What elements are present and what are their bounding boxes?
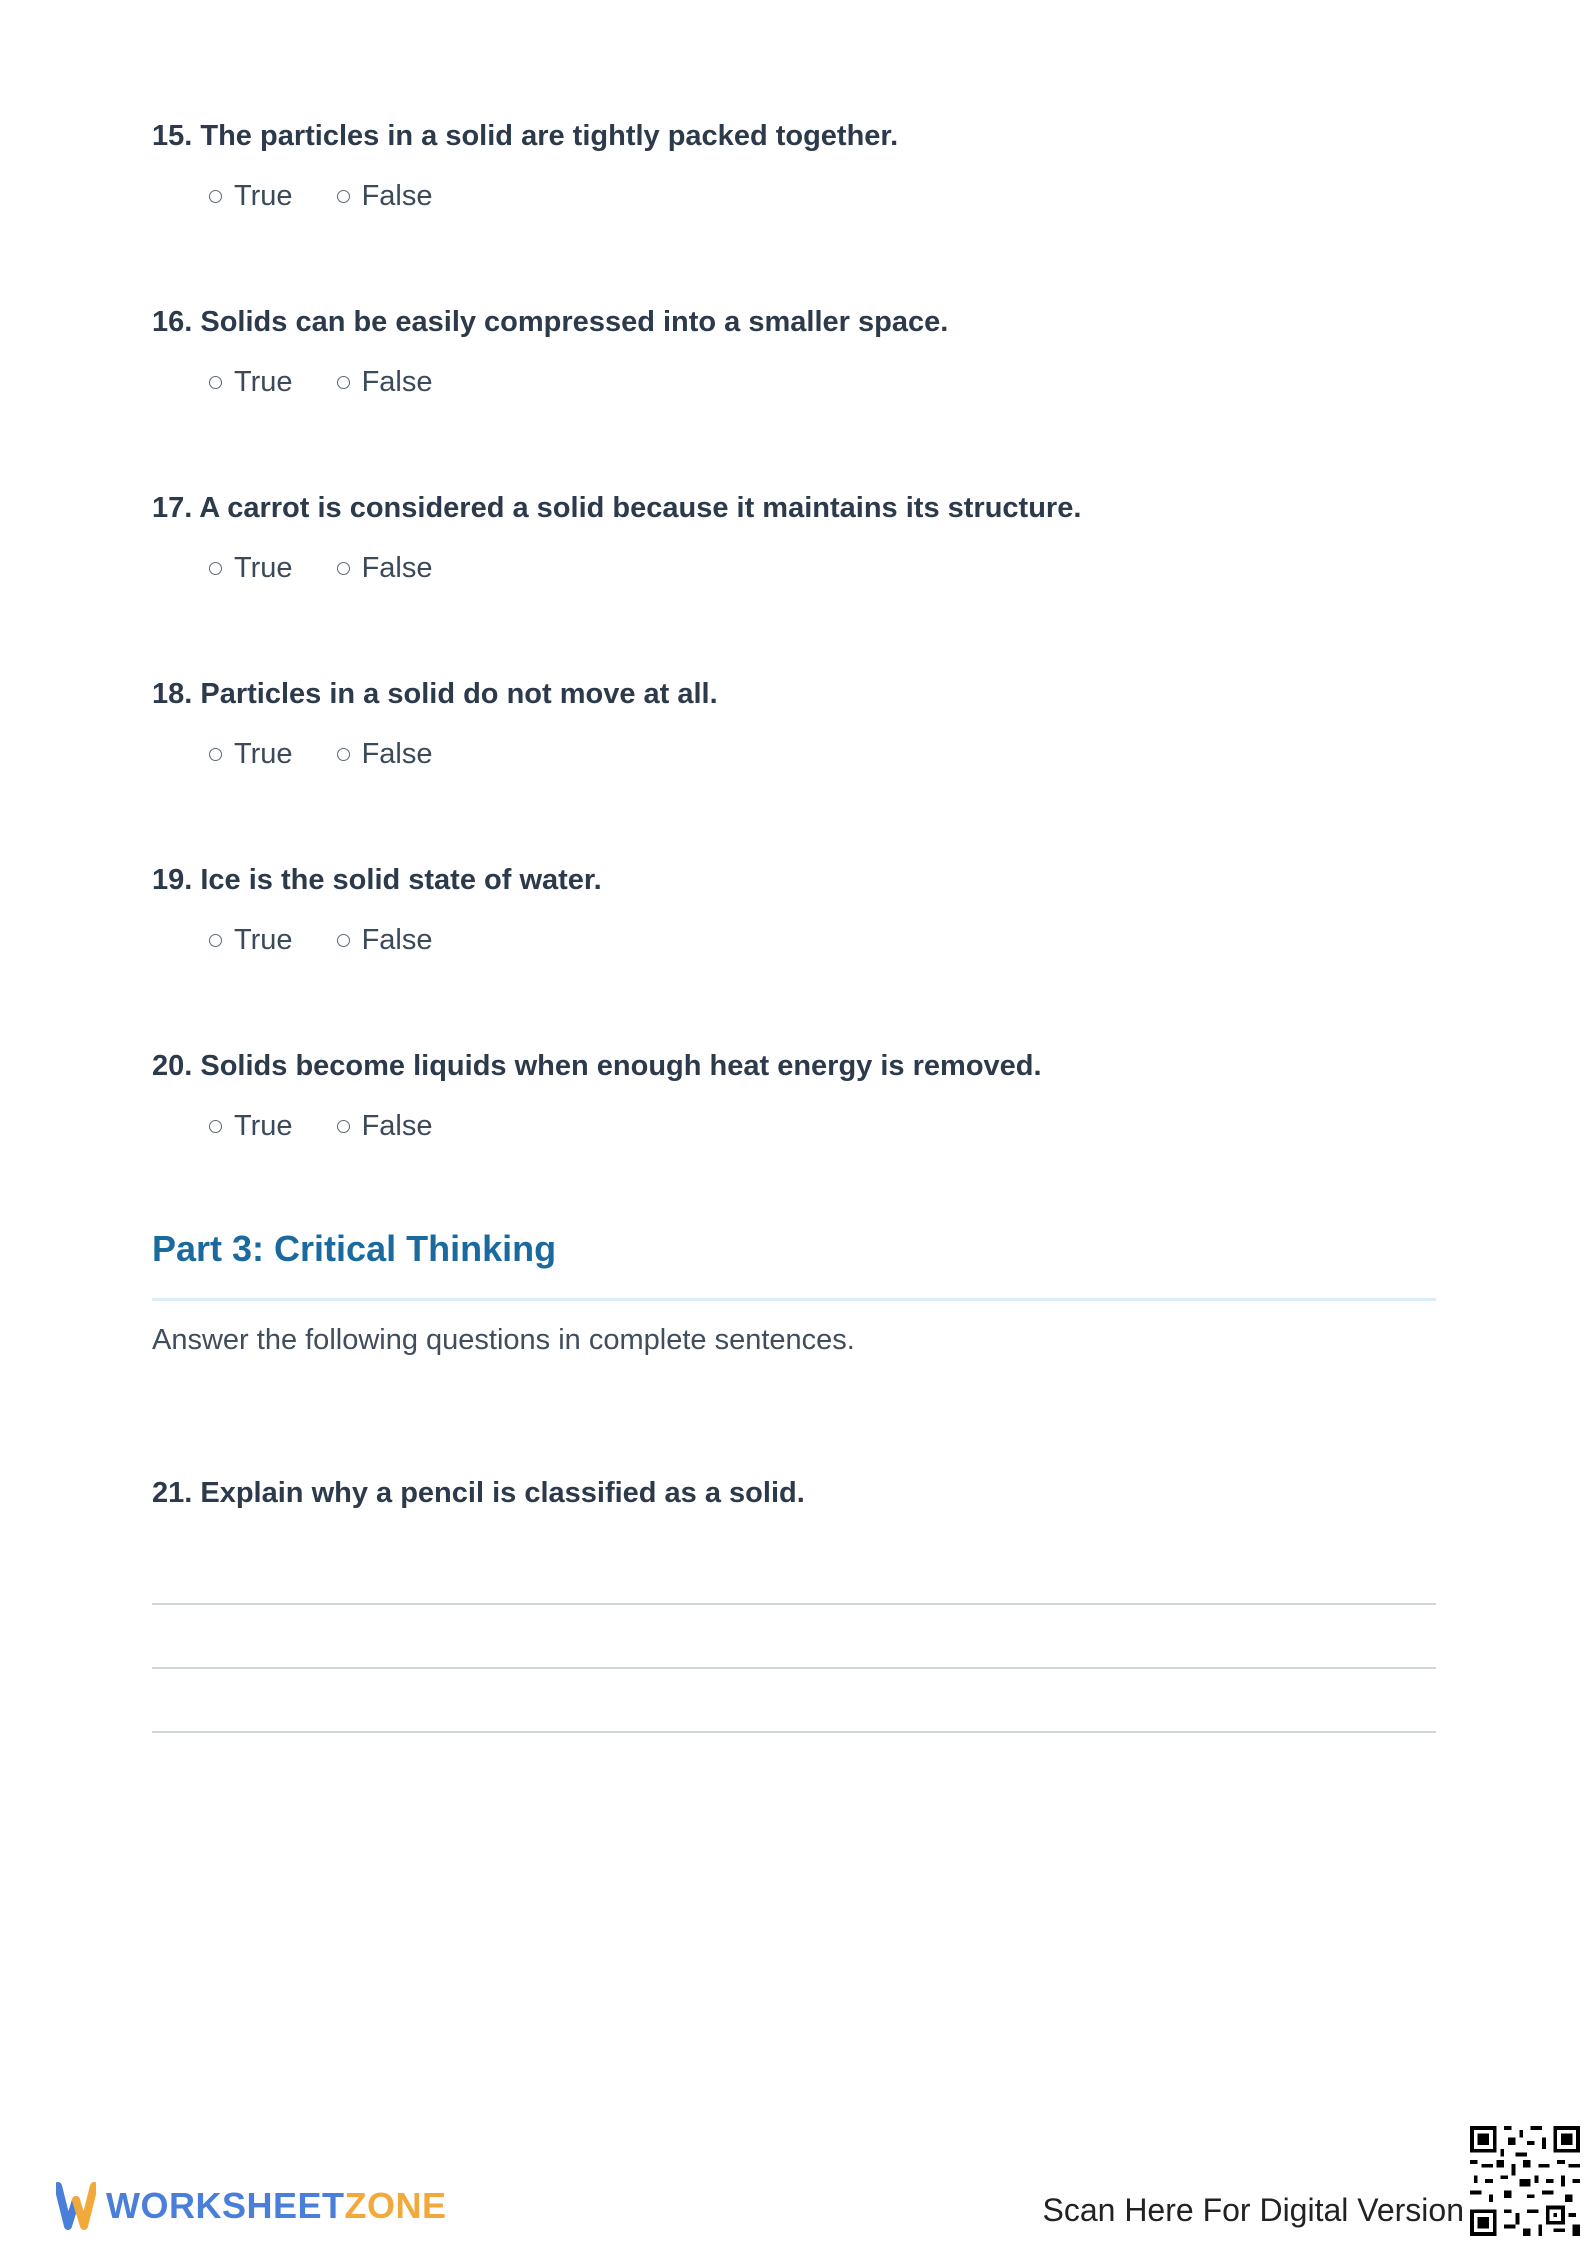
option-label: True	[234, 924, 293, 956]
radio-circle-icon[interactable]	[209, 190, 222, 203]
option-label: True	[234, 1110, 293, 1142]
radio-circle-icon[interactable]	[337, 190, 350, 203]
radio-circle-icon[interactable]	[209, 562, 222, 575]
option-false[interactable]	[337, 1110, 433, 1143]
option-true[interactable]	[209, 552, 293, 585]
option-false[interactable]	[337, 180, 433, 213]
section-instructions: Answer the following questions in complete sentences.	[152, 1324, 855, 1356]
question-20	[152, 1048, 1042, 1143]
option-true[interactable]	[209, 180, 293, 213]
logo-text	[106, 2185, 447, 2227]
question-text: 20. Solids become liquids when enough heat energy is removed.	[152, 1050, 1042, 1082]
option-label: True	[234, 738, 293, 770]
radio-circle-icon[interactable]	[337, 934, 350, 947]
option-label: True	[234, 366, 293, 398]
option-true[interactable]	[209, 366, 293, 399]
option-label: False	[361, 1110, 433, 1142]
option-label: True	[234, 180, 293, 212]
question-text: 16. Solids can be easily compressed into a smaller space.	[152, 306, 949, 338]
question-text: 21. Explain why a pencil is classified as a solid.	[152, 1477, 805, 1509]
w-logo-icon	[56, 2180, 96, 2232]
radio-circle-icon[interactable]	[337, 562, 350, 575]
answer-options	[209, 738, 718, 771]
option-false[interactable]	[337, 552, 433, 585]
question-text: 19. Ice is the solid state of water.	[152, 864, 602, 896]
question-18	[152, 676, 718, 771]
radio-circle-icon[interactable]	[209, 934, 222, 947]
option-true[interactable]	[209, 738, 293, 771]
scan-label: Scan Here For Digital Version	[1042, 2192, 1464, 2228]
radio-circle-icon[interactable]	[209, 748, 222, 761]
question-21	[152, 1475, 805, 1511]
answer-options	[209, 552, 1081, 585]
option-label: False	[361, 180, 433, 212]
option-label: True	[234, 552, 293, 584]
radio-circle-icon[interactable]	[209, 376, 222, 389]
section-title: Part 3: Critical Thinking	[152, 1228, 557, 1269]
option-label: False	[361, 924, 433, 956]
radio-circle-icon[interactable]	[209, 1120, 222, 1133]
answer-line[interactable]	[152, 1731, 1436, 1733]
logo-text-part1: WORKSHEET	[106, 2185, 345, 2226]
answer-options	[209, 924, 602, 957]
question-text: 15. The particles in a solid are tightly packed together.	[152, 120, 899, 152]
option-label: False	[361, 366, 433, 398]
option-true[interactable]	[209, 1110, 293, 1143]
answer-options	[209, 180, 898, 213]
option-false[interactable]	[337, 738, 433, 771]
radio-circle-icon[interactable]	[337, 376, 350, 389]
radio-circle-icon[interactable]	[337, 748, 350, 761]
option-true[interactable]	[209, 924, 293, 957]
question-15	[152, 118, 898, 213]
answer-line[interactable]	[152, 1603, 1436, 1605]
question-16	[152, 304, 948, 399]
question-19	[152, 862, 602, 957]
answer-options	[209, 366, 948, 399]
answer-line[interactable]	[152, 1667, 1436, 1669]
question-text: 17. A carrot is considered a solid because it maintains its structure.	[152, 492, 1082, 524]
radio-circle-icon[interactable]	[337, 1120, 350, 1133]
section-divider	[152, 1298, 1436, 1301]
option-label: False	[361, 738, 433, 770]
worksheetzone-logo[interactable]	[56, 2180, 447, 2232]
option-false[interactable]	[337, 366, 433, 399]
question-text: 18. Particles in a solid do not move at all.	[152, 678, 718, 710]
logo-text-part2: ZONE	[344, 2185, 447, 2226]
answer-options	[209, 1110, 1042, 1143]
question-17	[152, 490, 1081, 585]
option-false[interactable]	[337, 924, 433, 957]
option-label: False	[361, 552, 433, 584]
qr-code-icon[interactable]	[1470, 2126, 1580, 2236]
